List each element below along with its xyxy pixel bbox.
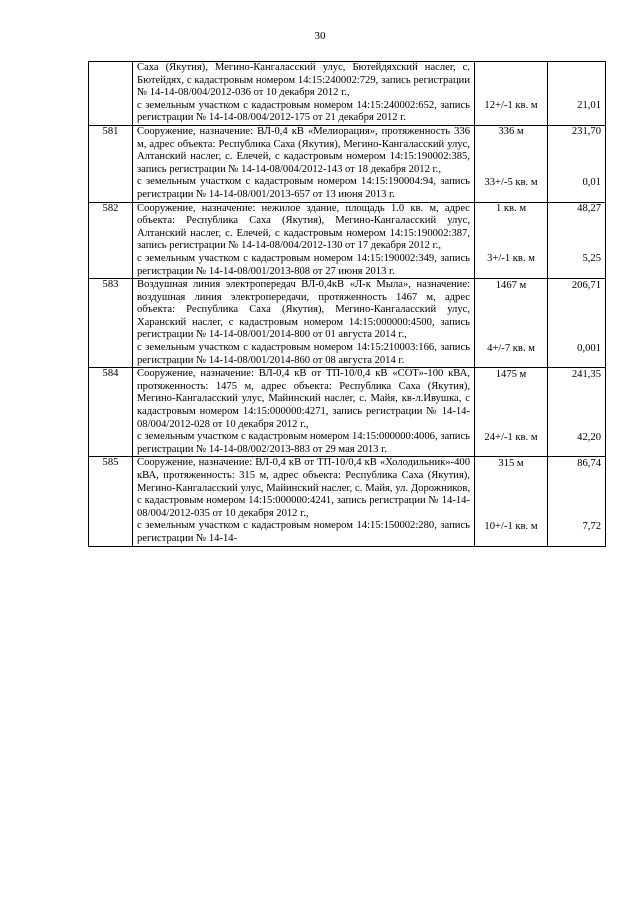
land-plot-paragraph: с земельным участком с кадастровым номером 14:15:210003:166, запись регистрации № 14-14-08/001/2014-860 от 08 августа 2014 г. — [137, 342, 470, 366]
table-row — [89, 457, 606, 546]
land-area: 33+/-5 кв. м — [484, 176, 538, 188]
structure-value: 231,70 — [571, 126, 601, 138]
land-area: 12+/-1 кв. м — [484, 100, 538, 112]
structure-paragraph: Воздушная линия электропередач ВЛ-0,4кВ «Л-к Мыла», назначение: воздушная линия электропередачи, протяженность 1467 м, адрес объекта: Республика Саха (Якутия), Мегино-Кангаласский улус, Харанский наслег, с кадастровым номером 14:15:000000:4500, запись регистрации № 14-14-08/001/2014-800 от 01 августа 2014 г., — [137, 279, 470, 341]
object-description — [133, 368, 475, 457]
size-cell — [475, 457, 548, 546]
structure-paragraph: Сооружение, назначение: нежилое здание, площадь 1.0 кв. м, адрес объекта: Республика Саха (Якутия), Мегино-Кангаласский улус, Алтанский наслег, с. Елечей, с кадастровым номером 14:15:190002:387, запись регистрации № 14-14-08/004/2012-130 от 17 декабря 2012 г., — [137, 202, 470, 252]
land-plot-paragraph: с земельным участком с кадастровым номером 14:15:240002:652, запись регистрации № 14-14-08/004/2012-175 от 21 декабря 2012 г. — [137, 99, 470, 124]
value-cell — [548, 457, 606, 546]
land-plot-paragraph: с земельным участком с кадастровым номером 14:15:190004:94, запись регистрации № 14-14-08/001/2013-657 от 13 июня 2013 г. — [137, 176, 470, 200]
object-description — [133, 279, 475, 368]
land-plot-paragraph: с земельным участком с кадастровым номером 14:15:190002:349, запись регистрации № 14-14-08/001/2013-808 от 27 июня 2013 г. — [137, 252, 470, 277]
land-area: 4+/-7 кв. м — [487, 342, 535, 354]
table-row — [89, 125, 606, 202]
row-number: 583 — [89, 279, 133, 368]
size-cell — [475, 368, 548, 457]
land-value: 0,01 — [582, 176, 601, 188]
object-description — [133, 125, 475, 202]
object-description — [133, 457, 475, 546]
land-area: 24+/-1 кв. м — [484, 431, 538, 443]
land-value: 7,72 — [582, 520, 601, 532]
value-cell — [548, 202, 606, 279]
row-number: 581 — [89, 125, 133, 202]
table-row — [89, 279, 606, 368]
structure-value: 48,27 — [577, 203, 601, 215]
page-number: 30 — [314, 30, 326, 42]
table-row — [89, 62, 606, 126]
row-number: 584 — [89, 368, 133, 457]
structure-size: 1467 м — [495, 279, 527, 291]
land-value: 0,001 — [577, 342, 601, 354]
value-cell — [548, 279, 606, 368]
table-row — [89, 368, 606, 457]
land-area: 3+/-1 кв. м — [487, 253, 535, 265]
property-registry-table — [88, 61, 606, 547]
object-description — [133, 62, 475, 126]
land-value: 5,25 — [582, 253, 601, 265]
value-cell — [548, 368, 606, 457]
structure-paragraph: Сооружение, назначение: ВЛ-0,4 кВ от ТП-10/0,4 кВ «СОТ»-100 кВА, протяженность: 1475 м, адрес объекта: Республика Саха (Якутия), Мегино-Кангаласский улус, Майинский наслег, с. Майя, кв-л.Ивушка, с кадастровым номером 14:15:000000:4271, запись регистрации № 14-14-08/004/2012-028 от 10 декабря 2012 г., — [137, 368, 470, 430]
structure-paragraph: Сооружение, назначение: ВЛ-0,4 кВ от ТП-10/0,4 кВ «Холодильник»-400 кВА, протяженность: 315 м, адрес объекта: Республика Саха (Якутия), Мегино-Кангаласский улус, Майинский наслег, с. Майя, ул. Дорожников, с кадастровым номером 14:15:000000:4241, запись регистрации № 14-14-08/004/2012-035 от 10 декабря 2012 г., — [137, 457, 470, 519]
structure-value: 206,71 — [571, 279, 601, 291]
value-cell — [548, 62, 606, 126]
land-plot-paragraph: с земельным участком с кадастровым номером 14:15:000000:4006, запись регистрации № 14-14-08/002/2013-883 от 29 мая 2013 г. — [137, 431, 470, 455]
structure-size: 1475 м — [495, 368, 527, 380]
object-description — [133, 202, 475, 279]
table-row — [89, 202, 606, 279]
structure-paragraph: Саха (Якутия), Мегино-Кангаласский улус, Бютейдяхский наслег, с. Бютейдях, с кадастровым номером 14:15:240002:729, запись регистрации № 14-14-08/004/2012-036 от 10 декабря 2012 г., — [137, 62, 470, 99]
row-number — [89, 62, 133, 126]
land-value: 42,20 — [577, 431, 601, 443]
size-cell — [475, 125, 548, 202]
structure-size: 336 м — [498, 126, 524, 138]
structure-paragraph: Сооружение, назначение: ВЛ-0,4 кВ «Мелиорация», протяженность 336 м, адрес объекта: Республика Саха (Якутия), Мегино-Кангаласский улус, Алтанский наслег, с. Елечей, с кадастровым номером 14:15:190002:385, запись регистрации № 14-14-08/004/2012-143 от 18 декабря 2012 г., — [137, 125, 470, 175]
structure-size: 1 кв. м — [495, 203, 527, 215]
structure-size: 315 м — [498, 457, 524, 469]
size-cell — [475, 279, 548, 368]
row-number: 582 — [89, 202, 133, 279]
land-value: 21,01 — [577, 100, 601, 112]
structure-value: 241,35 — [571, 368, 601, 380]
size-cell — [475, 62, 548, 126]
value-cell — [548, 125, 606, 202]
land-area: 10+/-1 кв. м — [484, 520, 538, 532]
row-number: 585 — [89, 457, 133, 546]
size-cell — [475, 202, 548, 279]
structure-value: 86,74 — [577, 457, 601, 469]
land-plot-paragraph: с земельным участком с кадастровым номером 14:15:150002:280, запись регистрации № 14-14- — [137, 520, 470, 544]
